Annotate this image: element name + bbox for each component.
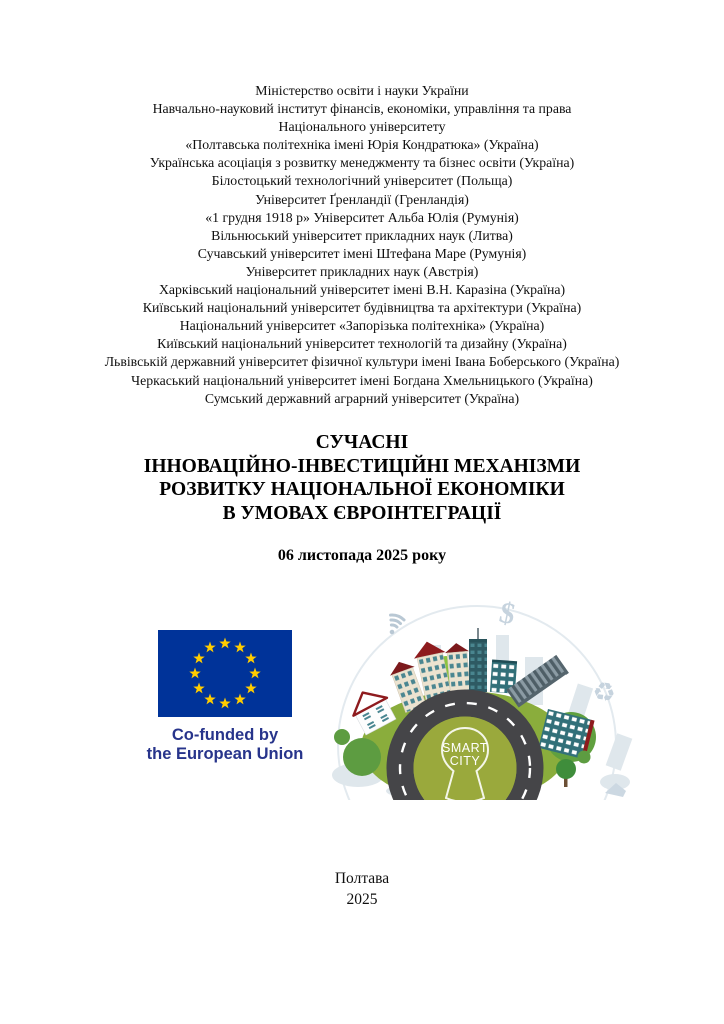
smart-city-illustration xyxy=(328,585,638,800)
institution-line: Університет прикладних наук (Австрія) xyxy=(245,263,479,279)
institution-line: Університет Ґренландії (Гренландія) xyxy=(255,191,469,207)
eu-caption-line: Co-funded by xyxy=(171,726,279,744)
institution-line: Черкаський національний університет імені Богдана Хмельницького (Україна) xyxy=(131,372,593,388)
institution-line: Міністерство освіти і науки України xyxy=(255,83,469,98)
imprint-year: 2025 xyxy=(346,891,378,908)
institution-line: Національного університету xyxy=(278,119,446,135)
institution-line: «1 грудня 1918 р» Університет Альба Юлія (Румунія) xyxy=(205,209,519,225)
title-line: ІННОВАЦІЙНО-ІНВЕСТИЦІЙНІ МЕХАНІЗМИ xyxy=(143,455,581,477)
eu-caption-line: the European Union xyxy=(146,745,304,763)
title-line: СУЧАСНІ xyxy=(315,432,409,453)
dollar-icon: $ xyxy=(496,595,519,632)
institution-line: Національний університет «Запорізька політехніка» (Україна) xyxy=(179,318,545,334)
eu-flag-icon xyxy=(158,630,292,717)
institution-line: Українська асоціація з розвитку менеджменту та бізнес освіти (Україна) xyxy=(149,155,575,171)
institution-line: Сумський державний аграрний університет (Україна) xyxy=(204,390,520,406)
institution-line: Харківський національний університет імені В.Н. Каразіна (Україна) xyxy=(158,282,566,298)
institution-line: Київський національний університет будівництва та архітектури (Україна) xyxy=(142,300,582,316)
title-line: РОЗВИТКУ НАЦІОНАЛЬНОЇ ЕКОНОМІКИ xyxy=(159,479,565,500)
institution-line: «Полтавська політехніка імені Юрія Кондратюка» (Україна) xyxy=(185,137,539,153)
smart-city-label-line1: SMART xyxy=(441,741,489,755)
institution-line: Сучавський університет імені Штефана Маре (Румунія) xyxy=(197,245,527,261)
institution-line: Навчально-науковий інститут фінансів, економіки, управління та права xyxy=(152,101,572,117)
imprint-city: Полтава xyxy=(334,870,390,887)
conference-date: 06 листопада 2025 року xyxy=(277,547,447,564)
institution-line: Київський національний університет технологій та дизайну (Україна) xyxy=(157,336,567,352)
eu-caption xyxy=(110,726,340,764)
conference-title xyxy=(40,431,684,525)
title-line: В УМОВАХ ЄВРОІНТЕГРАЦІЇ xyxy=(222,502,502,524)
institution-line: Львівській державний університет фізичної культури імені Івана Боберського (Україна) xyxy=(104,354,620,370)
institution-line: Вільнюський університет прикладних наук (Литва) xyxy=(211,227,513,243)
institution-line: Білостоцький технологічний університет (Польща) xyxy=(211,173,513,189)
skyscraper-building xyxy=(469,628,487,692)
eu-cofunded-logo xyxy=(158,630,292,722)
smart-city-label-line2: CITY xyxy=(449,754,481,768)
recycle-icon: ♻ xyxy=(590,675,618,709)
institutions-list xyxy=(40,82,684,408)
imprint xyxy=(40,868,684,910)
